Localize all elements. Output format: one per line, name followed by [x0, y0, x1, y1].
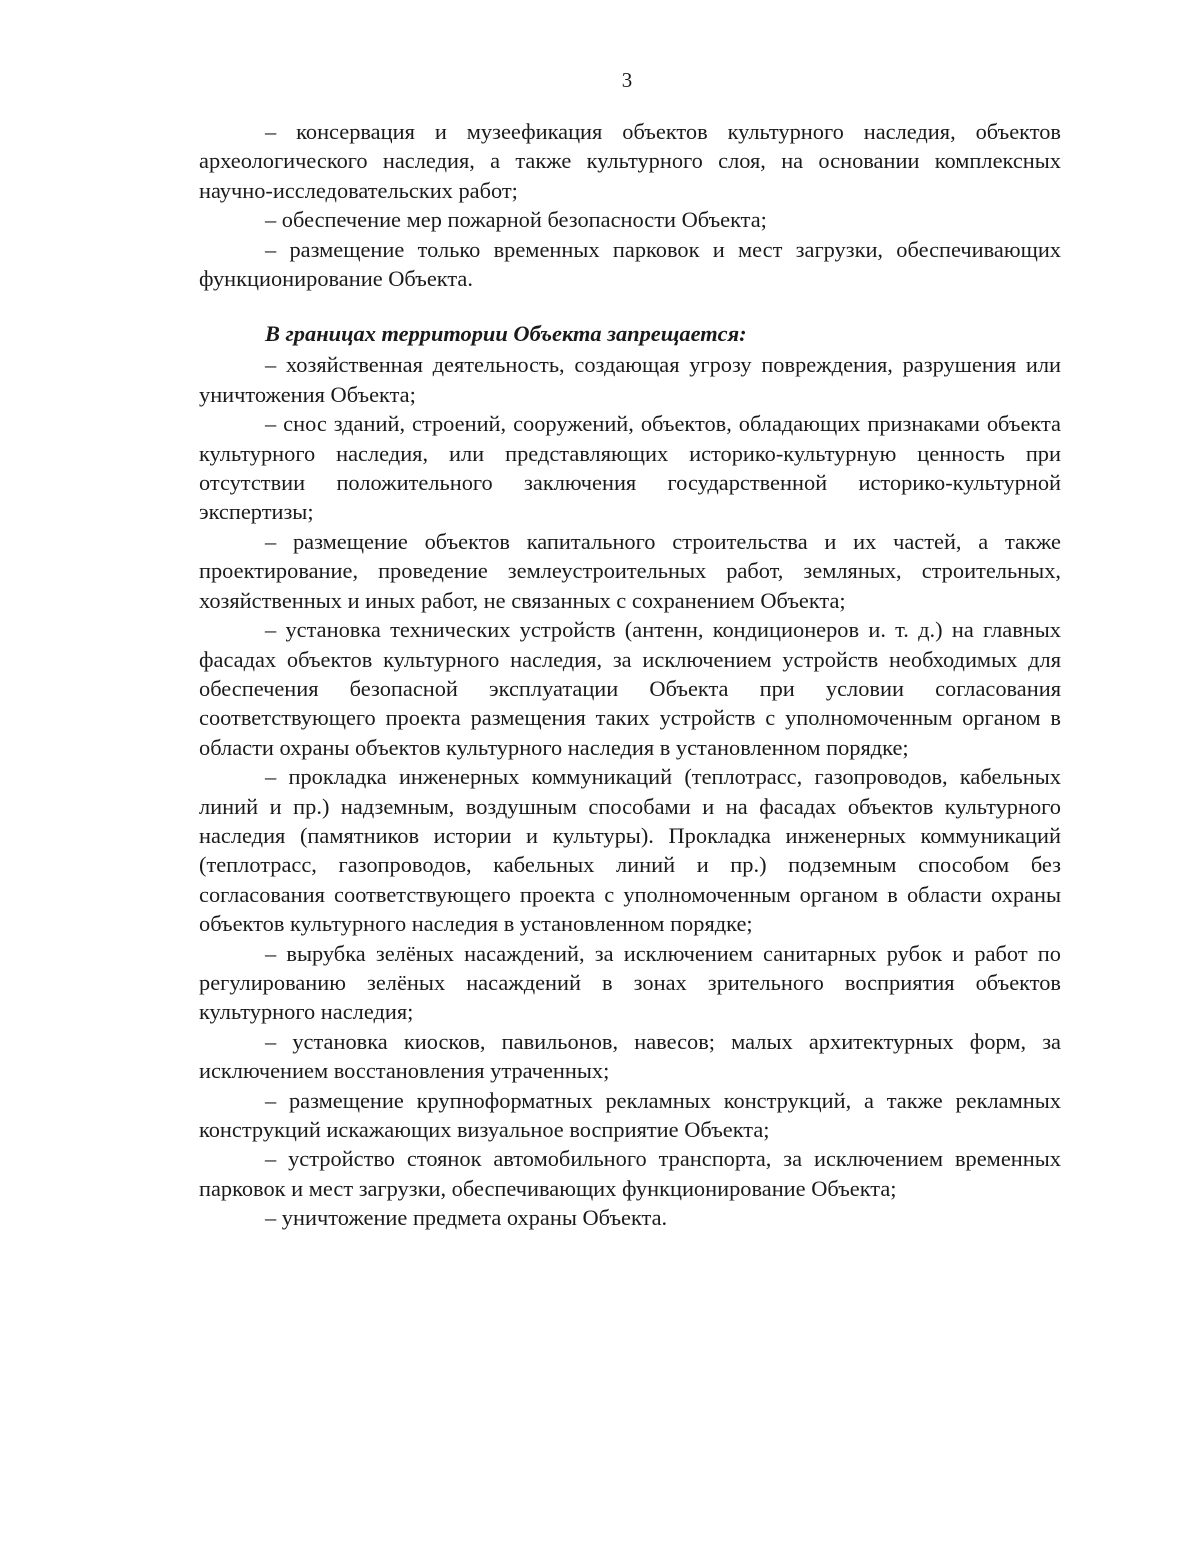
list-item-kiosks: – установка киосков, павильонов, навесов; малых архитектурных форм, за исключением восстановления утраченных;: [199, 1028, 1061, 1084]
list-item-tree-felling: – вырубка зелёных насаждений, за исключением санитарных рубок и работ по регулированию зелёных насаждений в зонах зрительного восприятия объектов культурного наследия;: [199, 940, 1061, 1025]
list-item-economic-activity: – хозяйственная деятельность, создающая угрозу повреждения, разрушения или уничтожения Объекта;: [199, 352, 1061, 407]
list-item-conservation: – консервация и музеефикация объектов культурного наследия, объектов археологического наследия, а также культурного слоя, на основании комплексных научно-исследовательских работ;: [199, 119, 1061, 203]
list-item-fire-safety: – обеспечение мер пожарной безопасности Объекта;: [265, 207, 767, 233]
section-heading-prohibited: В границах территории Объекта запрещается:: [265, 321, 747, 347]
list-item-demolition: – снос зданий, строений, сооружений, объектов, обладающих признаками объекта культурного наследия, или представляющих историко-культурную ценность при отсутствии положительного заключения государственной историко-культурной экспертизы;: [199, 411, 1061, 525]
list-item-temporary-parking: – размещение только временных парковок и мест загрузки, обеспечивающих функционирование Объекта.: [199, 236, 1061, 292]
document-body: [199, 117, 1061, 1233]
page-number: 3: [621, 68, 633, 92]
list-item-protection-subject: – уничтожение предмета охраны Объекта.: [265, 1205, 668, 1231]
list-item-technical-devices: – установка технических устройств (антенн, кондиционеров и. т. д.) на главных фасадах объектов культурного наследия, за исключением устройств необходимых для обеспечения безопасной эксплуатации Объекта при условии согласования соответствующего проекта размещения таких устройств с уполномоченным органом в области охраны объектов культурного наследия в установленном порядке;: [199, 617, 1061, 760]
list-item-advertising: – размещение крупноформатных рекламных конструкций, а также рекламных конструкций искажающих визуальное восприятие Объекта;: [199, 1087, 1061, 1142]
list-item-utility-lines: – прокладка инженерных коммуникаций (теплотрасс, газопроводов, кабельных линий и пр.) надземным, воздушным способами и на фасадах объектов культурного наследия (памятников истории и культуры). Прокладка инженерных коммуникаций (теплотрасс, газопроводов, кабельных линий и пр.) подземным способом без согласования соответствующего проекта с уполномоченным органом в области охраны объектов культурного наследия в установленном порядке;: [199, 764, 1061, 937]
list-item-car-parking: – устройство стоянок автомобильного транспорта, за исключением временных парковок и мест загрузки, обеспечивающих функционирование Объекта;: [199, 1146, 1061, 1201]
list-item-capital-construction: – размещение объектов капитального строительства и их частей, а также проектирование, проведение землеустроительных работ, земляных, строительных, хозяйственных и иных работ, не связанных с сохранением Объекта;: [199, 528, 1061, 613]
